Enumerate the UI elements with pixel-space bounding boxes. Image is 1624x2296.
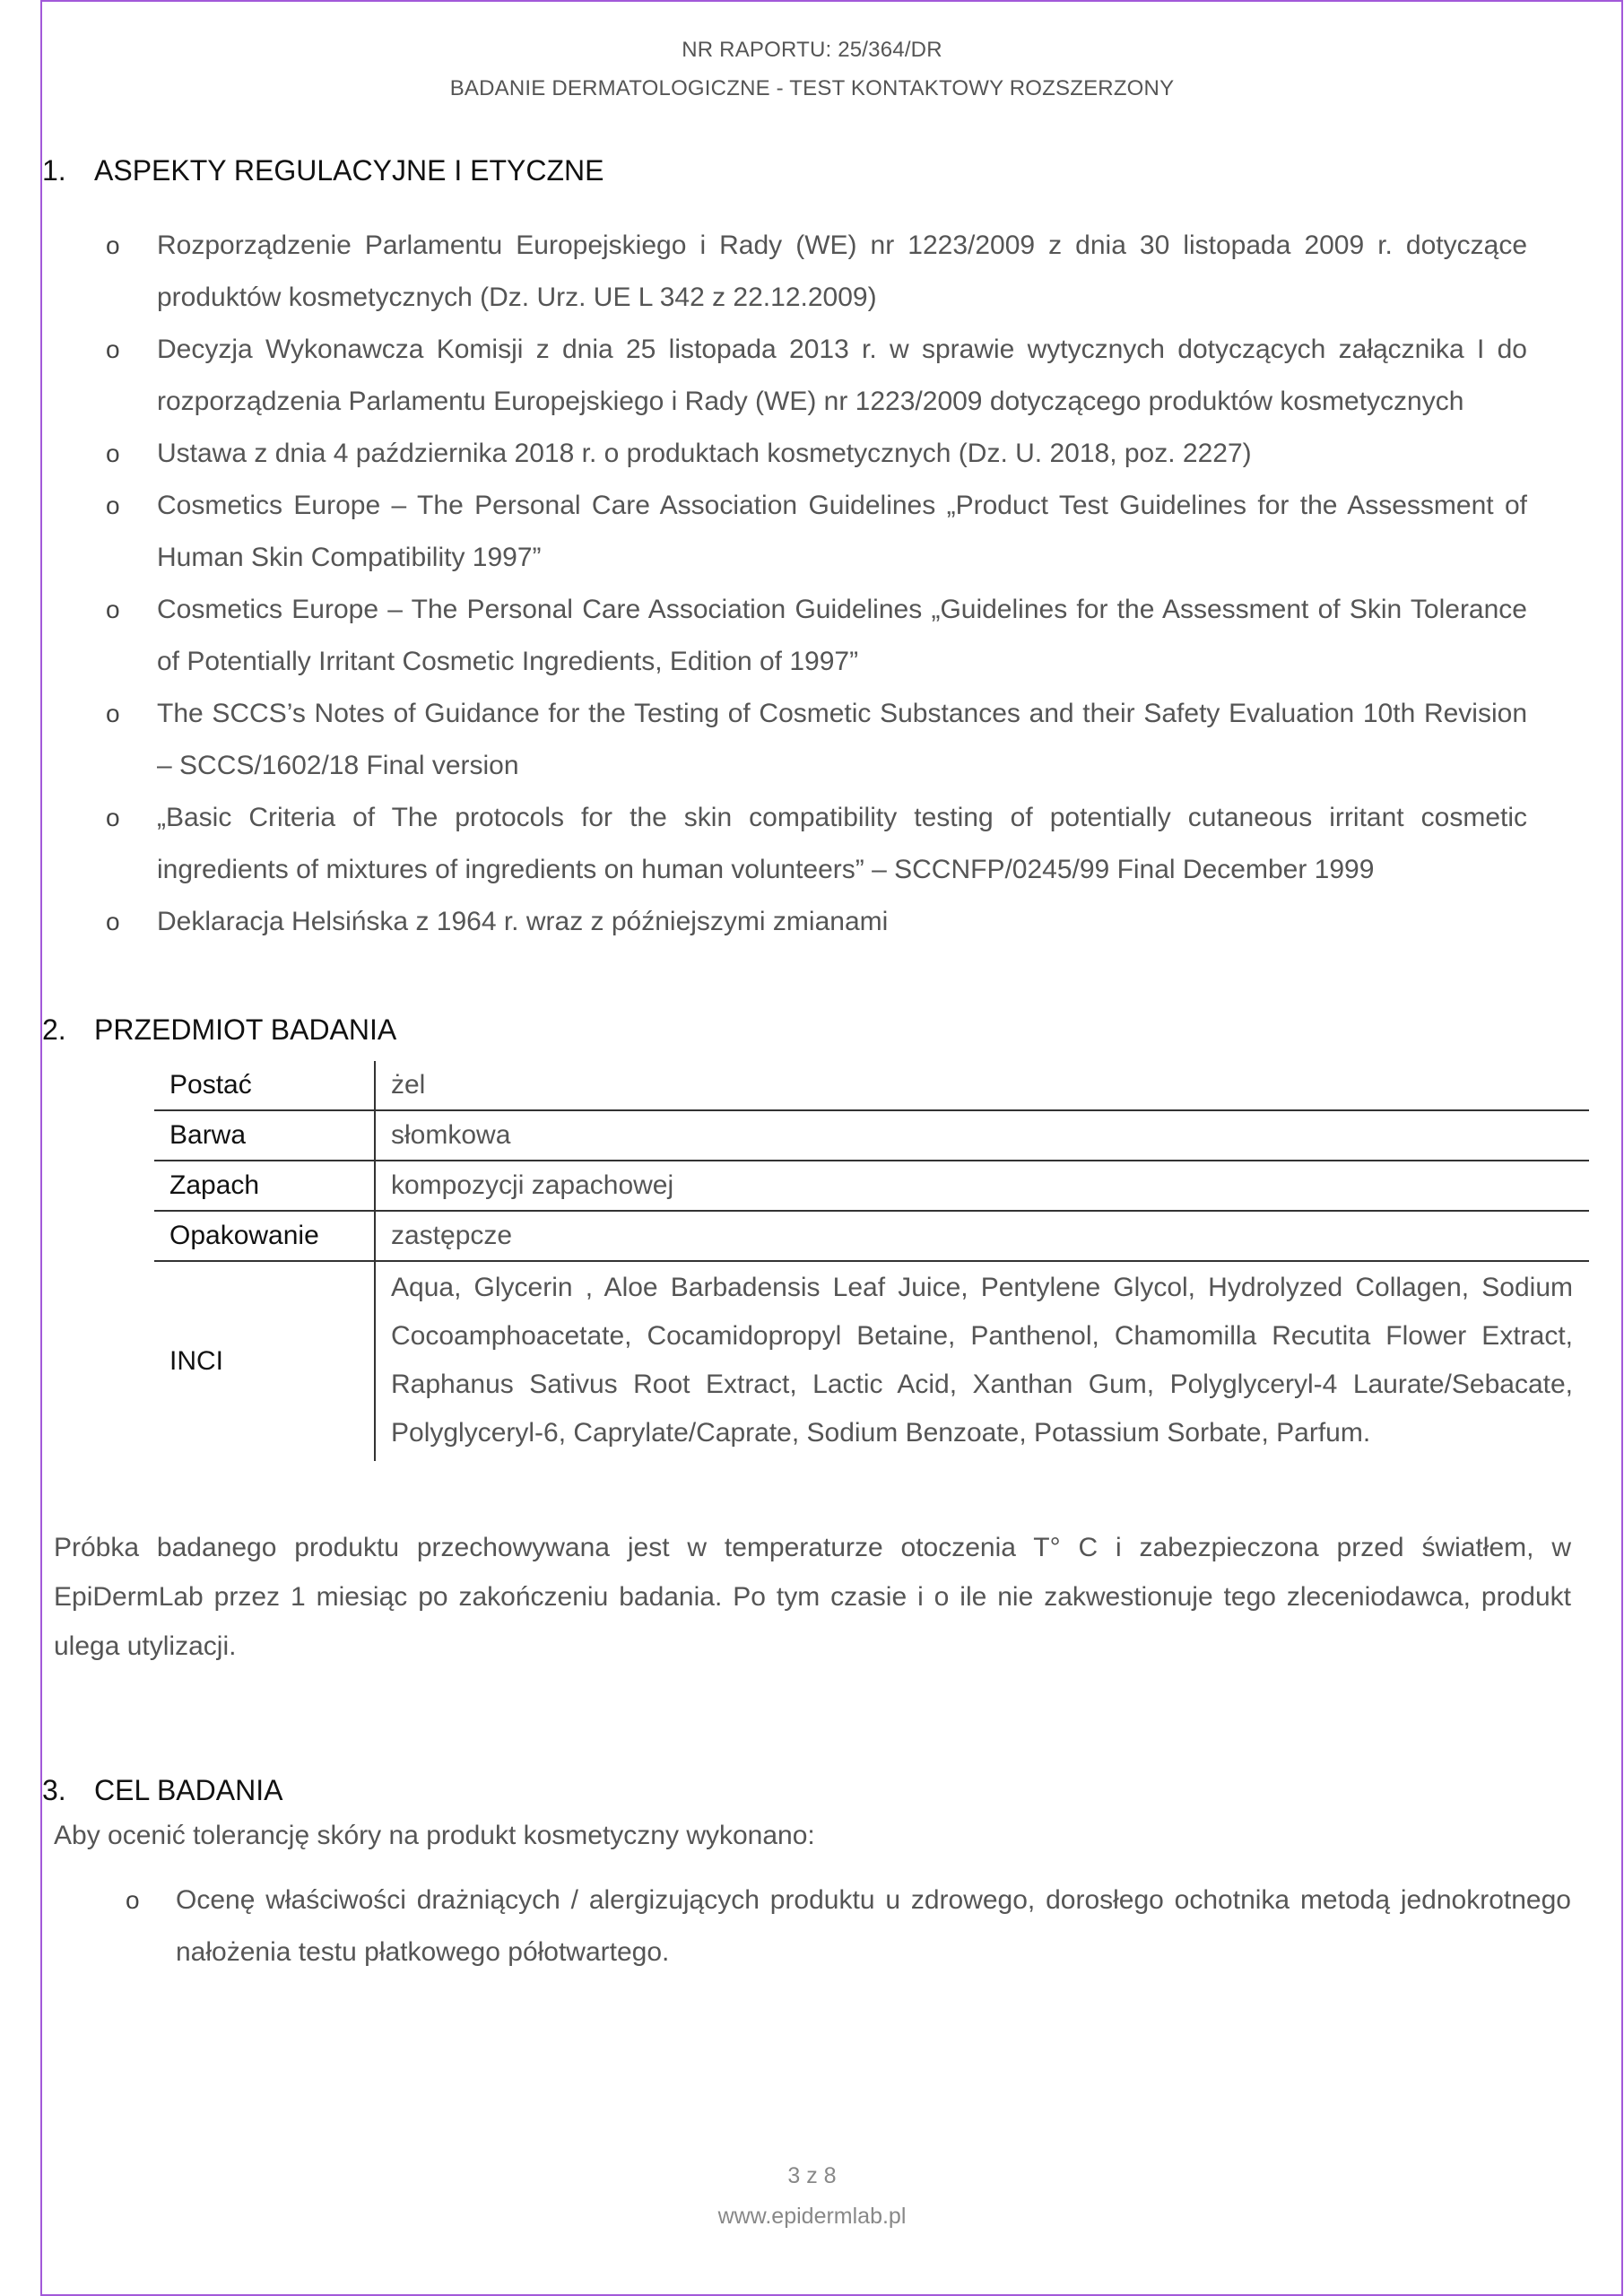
regulatory-references-list xyxy=(0,220,1624,948)
footer-website-link[interactable]: www.epidermlab.pl xyxy=(717,2204,907,2229)
section-number: 3. xyxy=(42,1774,66,1806)
bullet-circle-icon: o xyxy=(106,439,120,467)
bullet-circle-icon: o xyxy=(106,491,120,519)
list-item: o „Basic Criteria of The protocols for the skin compatibility testing of potentially cutaneous irritant cosmetic ingredients of mixtures of ingredients on human volunteers” – SCCNFP/0245/99 Final December 1999 xyxy=(0,792,1527,896)
section-number: 1. xyxy=(42,154,66,187)
list-item: o Cosmetics Europe – The Personal Care Association Guidelines „Product Test Guidelines for the Assessment of Human Skin Compatibility 1997” xyxy=(0,480,1527,584)
table-key: Barwa xyxy=(154,1110,375,1161)
table-value: zastępcze xyxy=(375,1211,1589,1261)
table-row xyxy=(154,1061,1589,1110)
list-item: o The SCCS’s Notes of Guidance for the Testing of Cosmetic Substances and their Safety Evaluation 10th Revision – SCCS/1602/18 Final version xyxy=(0,688,1527,792)
bullet-circle-icon: o xyxy=(106,908,120,935)
list-item: o Cosmetics Europe – The Personal Care Association Guidelines „Guidelines for the Assessment of Skin Tolerance of Potentially Irritant Cosmetic Ingredients, Edition of 1997” xyxy=(0,584,1527,688)
bullet-circle-icon: o xyxy=(106,335,120,363)
list-item: o Deklaracja Helsińska z 1964 r. wraz z późniejszymi zmianami xyxy=(0,896,1527,948)
section-number: 2. xyxy=(42,1013,66,1046)
table-value: żel xyxy=(375,1061,1589,1110)
bullet-circle-icon: o xyxy=(126,1886,140,1914)
section-3-heading xyxy=(42,1774,282,1807)
table-key: INCI xyxy=(154,1261,375,1461)
table-key: Zapach xyxy=(154,1161,375,1211)
storage-note-paragraph: Próbka badanego produktu przechowywana jest w temperaturze otoczenia T° C i zabezpieczona przed światłem, w EpiDermLab przez 1 miesiąc po zakończeniu badania. Po tym czasie i o ile nie zakwestionuje tego zleceniodawca, produkt ulega utylizacji. xyxy=(54,1533,1571,1661)
section-2-heading xyxy=(42,1013,396,1047)
table-row xyxy=(154,1110,1589,1161)
table-row xyxy=(154,1211,1589,1261)
section-title: PRZEDMIOT BADANIA xyxy=(94,1013,397,1046)
bullet-circle-icon: o xyxy=(106,804,120,831)
bullet-circle-icon: o xyxy=(106,596,120,623)
report-title: BADANIE DERMATOLOGICZNE - TEST KONTAKTOWY ROZSZERZONY xyxy=(449,76,1175,100)
bullet-circle-icon: o xyxy=(106,700,120,727)
study-aim-list xyxy=(0,1874,1624,1979)
table-value: kompozycji zapachowej xyxy=(375,1161,1589,1211)
section-title: ASPEKTY REGULACYJNE I ETYCZNE xyxy=(94,154,604,187)
section-1-heading xyxy=(42,154,604,187)
test-subject-table xyxy=(154,1061,1589,1461)
study-aim-intro: Aby ocenić tolerancję skóry na produkt kosmetyczny wykonano: xyxy=(54,1821,815,1850)
table-value: słomkowa xyxy=(375,1110,1589,1161)
list-item: o Rozporządzenie Parlamentu Europejskiego i Rady (WE) nr 1223/2009 z dnia 30 listopada 2009 r. dotyczące produktów kosmetycznych (Dz. Urz. UE L 342 z 22.12.2009) xyxy=(0,220,1527,324)
report-number: NR RAPORTU: 25/364/DR xyxy=(682,38,942,62)
bullet-circle-icon: o xyxy=(106,231,120,259)
table-key: Postać xyxy=(154,1061,375,1110)
list-item: o Decyzja Wykonawcza Komisji z dnia 25 listopada 2013 r. w sprawie wytycznych dotyczących załącznika I do rozporządzenia Parlamentu Europejskiego i Rady (WE) nr 1223/2009 dotyczącego produktów kosmetycznych xyxy=(0,324,1527,428)
table-row xyxy=(154,1161,1589,1211)
table-key: Opakowanie xyxy=(154,1211,375,1261)
list-item: o Ocenę właściwości drażniących / alergizujących produktu u zdrowego, dorosłego ochotnika metodą jednokrotnego nałożenia testu płatkowego półotwartego. xyxy=(0,1874,1571,1979)
table-row xyxy=(154,1261,1589,1461)
list-item: o Ustawa z dnia 4 października 2018 r. o produktach kosmetycznych (Dz. U. 2018, poz. 2227) xyxy=(0,428,1527,480)
page-number: 3 z 8 xyxy=(787,2163,837,2188)
section-title: CEL BADANIA xyxy=(94,1774,283,1806)
table-value-inci: Aqua, Glycerin , Aloe Barbadensis Leaf Juice, Pentylene Glycol, Hydrolyzed Collagen, Sodium Cocoamphoacetate, Cocamidopropyl Betaine, Panthenol, Chamomilla Recutita Flower Extract, Raphanus Sativus Root Extract, Lactic Acid, Xanthan Gum, Polyglyceryl-4 Laurate/Sebacate, Polyglyceryl-6, Caprylate/Caprate, Sodium Benzoate, Potassium Sorbate, Parfum. xyxy=(391,1273,1573,1448)
